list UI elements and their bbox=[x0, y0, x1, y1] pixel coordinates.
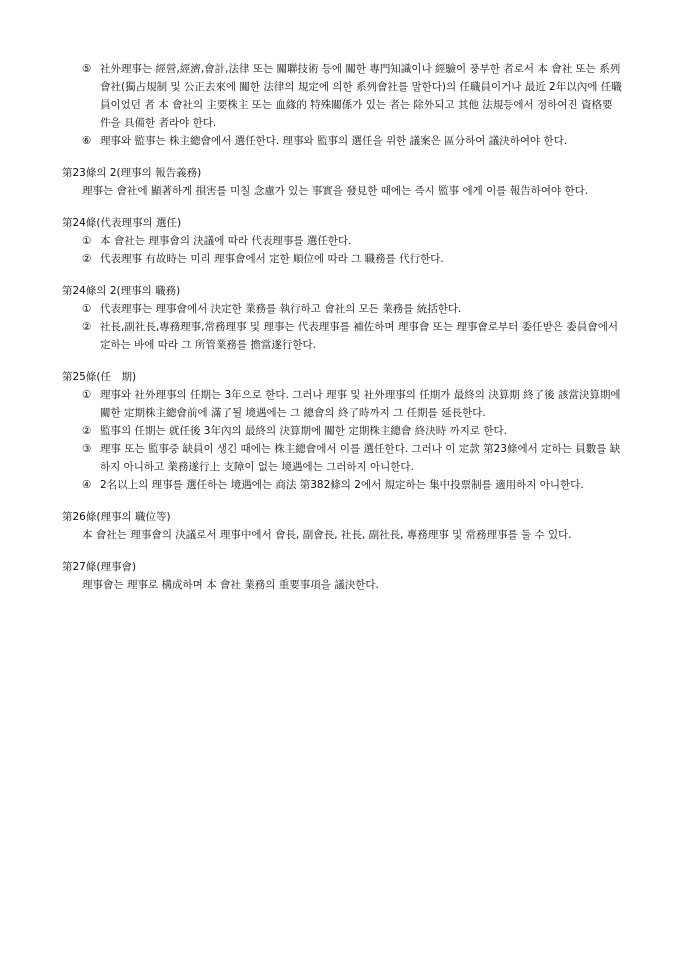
article-heading: 第27條(理事會) bbox=[62, 561, 137, 573]
article-heading: 第24條의 2(理事의 職務) bbox=[62, 285, 181, 297]
clause-item bbox=[82, 386, 622, 422]
clause-number: ④ bbox=[82, 479, 92, 491]
clause-item bbox=[82, 60, 622, 132]
clause-text: 監事의 任期는 就任後 3年內의 最終의 決算期에 關한 定期株主總會 終決時 까지로 한다. bbox=[100, 425, 507, 437]
document-page bbox=[0, 60, 680, 594]
article-heading: 第25條(任 期) bbox=[62, 371, 137, 383]
clause-number: ② bbox=[82, 425, 92, 437]
clause-number: ⑥ bbox=[82, 135, 92, 147]
clause-number: ② bbox=[82, 321, 92, 333]
article-25 bbox=[0, 368, 680, 494]
article-23-2 bbox=[0, 164, 680, 200]
clause-item bbox=[82, 476, 622, 494]
article-heading: 第26條(理事의 職位等) bbox=[62, 511, 171, 523]
clause-item bbox=[82, 440, 622, 476]
article-heading: 第24條(代表理事의 選任) bbox=[62, 217, 182, 229]
clause-text: 本 會社는 理事會의 決議에 따라 代表理事를 選任한다. bbox=[100, 235, 352, 247]
clause-item bbox=[82, 422, 622, 440]
clause-text: 代表理事는 理事會에서 決定한 業務를 執行하고 會社의 모든 業務를 統括한다. bbox=[100, 303, 462, 315]
clause-text: 2名以上의 理事를 選任하는 境遇에는 商法 第382條의 2에서 規定하는 集中投票制를 適用하지 아니한다. bbox=[100, 479, 584, 491]
clause-text: 社外理事는 經營,經濟,會計,法律 또는 關聯技術 등에 關한 專門知識이나 經驗이 풍부한 者로서 本 會社 또는 系列會社(獨占規制 및 公正去來에 關한 法律의 規定에 의한 系列會社를 말한다)의 任職員이거나 最近 2年以內에 任職員이었던 者 本 會社의 主要株主 또는 血緣的 特殊關係가 있는 者는 除外되고 其他 法規등에서 정하여진 資格要件을 具備한 者라야 한다. bbox=[100, 63, 622, 129]
clause-item bbox=[82, 132, 622, 150]
clause-item bbox=[82, 250, 622, 268]
clause-text: 代表理事 有故時는 미리 理事會에서 定한 順位에 따라 그 職務를 代行한다. bbox=[100, 253, 444, 265]
clause-item bbox=[82, 300, 622, 318]
article-body: 理事는 會社에 顯著하게 損害를 미칠 念慮가 있는 事實을 發見한 때에는 즉시 監事 에게 이를 報告하여야 한다. bbox=[82, 185, 589, 197]
clause-text: 社長,副社長,專務理事,常務理事 및 理事는 代表理事를 補佐하며 理事會 또는 理事會로부터 委任받은 委員會에서 定하는 바에 따라 그 所管業務를 擔當遂行한다. bbox=[100, 321, 619, 351]
clause-number: ① bbox=[82, 235, 92, 247]
clause-number: ⑤ bbox=[82, 63, 92, 75]
clause-text: 理事와 監事는 株主總會에서 選任한다. 理事와 監事의 選任을 위한 議案은 區分하여 議決하여야 한다. bbox=[100, 135, 568, 147]
clause-item bbox=[82, 232, 622, 250]
clause-number: ② bbox=[82, 253, 92, 265]
continued-article bbox=[0, 60, 680, 150]
clause-item bbox=[82, 318, 622, 354]
article-27 bbox=[0, 558, 680, 594]
article-body: 本 會社는 理事會의 決議로서 理事中에서 會長, 副會長, 社長, 副社長, 專務理事 및 常務理事를 둘 수 있다. bbox=[82, 529, 572, 541]
article-24-2 bbox=[0, 282, 680, 354]
clause-text: 理事 또는 監事중 缺員이 생긴 때에는 株主總會에서 이를 選任한다. 그러나 이 定款 第23條에서 定하는 員數를 缺하지 아니하고 業務遂行上 支障이 없는 境遇에는 그러하지 아니한다. bbox=[100, 443, 621, 473]
clause-text: 理事와 社外理事의 任期는 3年으로 한다. 그러나 理事 및 社外理事의 任期가 最終의 決算期 終了後 該當決算期에 關한 定期株主總會前에 滿了될 境遇에는 그 總會의 終了時까지 그 任期를 延長한다. bbox=[100, 389, 621, 419]
clause-number: ① bbox=[82, 303, 92, 315]
article-body: 理事會는 理事로 構成하며 本 會社 業務의 重要事項을 議決한다. bbox=[82, 579, 379, 591]
article-heading: 第23條의 2(理事의 報告義務) bbox=[62, 167, 202, 179]
clause-number: ① bbox=[82, 389, 92, 401]
article-24 bbox=[0, 214, 680, 268]
clause-number: ③ bbox=[82, 443, 92, 455]
article-26 bbox=[0, 508, 680, 544]
